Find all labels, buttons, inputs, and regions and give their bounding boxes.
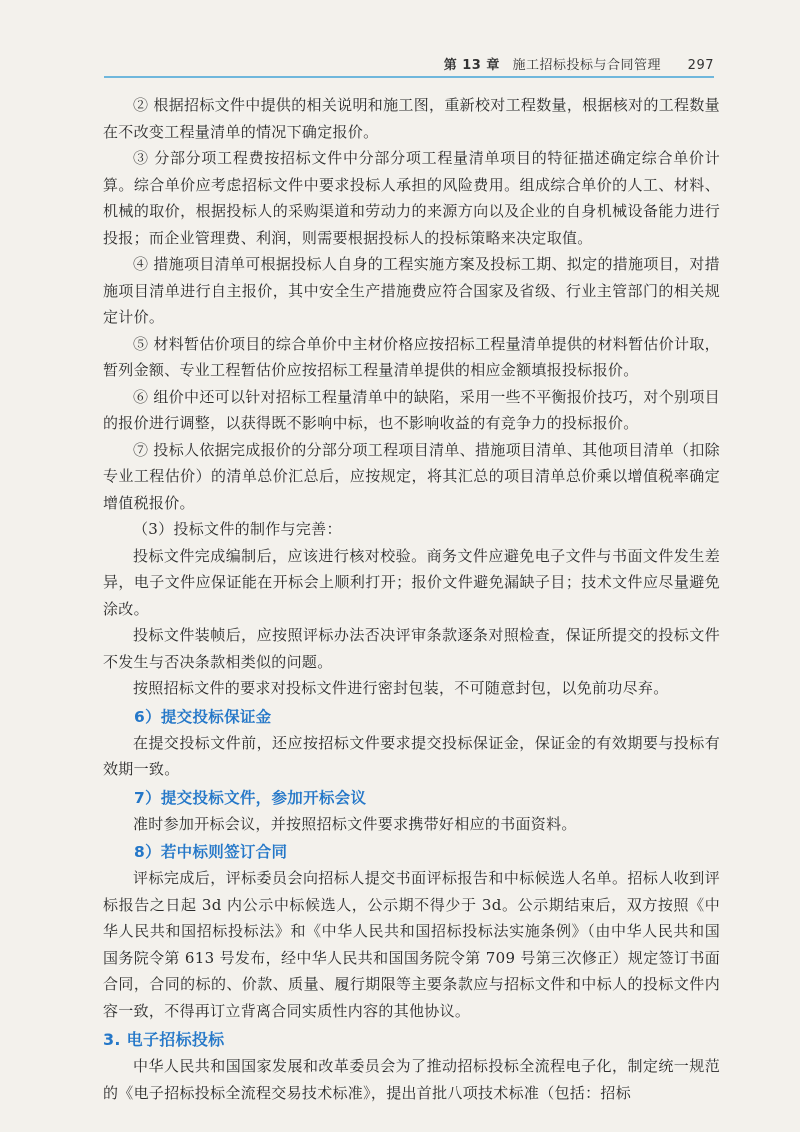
paragraph: ⑥ 组价中还可以针对招标工程量清单中的缺陷，采用一些不平衡报价技巧，对个别项目的报价进行调整，以获得既不影响中标，也不影响收益的有竞争力的投标报价。 [103,387,720,432]
paragraph: 准时参加开标会议，并按照招标文件要求携带好相应的书面资料。 [133,814,577,833]
running-header [104,44,714,78]
paragraph: 评标完成后，评标委员会向招标人提交书面评标报告和中标候选人名单。招标人收到评标报告之日起 3d 内公示中标候选人，公示期不得少于 3d。公示期结束后，双方按照《中华人民共和国招标投标法》和《中华人民共和国招标投标法实施条例》（由中华人民共和国国务院令第 613 号发布，经中华人民共和国国务院令第 709 号第三次修正）规定签订书面合同，合同的标的、价款、质量、履行期限等主要条款应与招标文件和中标人的投标文件内容一致，不得再订立背离合同实质性内容的其他协议。 [103,869,720,1020]
paragraph: ⑤ 材料暂估价项目的综合单价中主材价格应按招标工程量清单提供的材料暂估价计取，暂列金额、专业工程暂估价应按招标工程量清单提供的相应金额填报投标报价。 [103,334,720,379]
paragraph: ⑦ 投标人依据完成报价的分部分项工程项目清单、措施项目清单、其他项目清单（扣除专业工程估价）的清单总价汇总后，应按规定，将其汇总的项目清单总价乘以增值税率确定增值税报价。 [103,440,720,512]
paragraph: 中华人民共和国国家发展和改革委员会为了推动招标投标全流程电子化，制定统一规范的《电子招标投标全流程交易技术标准》，提出首批八项技术标准（包括：招标 [103,1057,720,1102]
paragraph: 在提交投标文件前，还应按招标文件要求提交投标保证金，保证金的有效期要与投标有效期一致。 [103,733,720,778]
section-heading-8: 8）若中标则签订合同 [134,843,288,861]
paragraph: 投标文件装帧后，应按照评标办法否决评审条款逐条对照检查，保证所提交的投标文件不发生与否决条款相类似的问题。 [103,626,720,671]
paragraph: ③ 分部分项工程费按招标文件中分部分项工程量清单项目的特征描述确定综合单价计算。综合单价应考虑招标文件中要求投标人承担的风险费用。组成综合单价的人工、材料、机械的取价，根据投标人的采购渠道和劳动力的来源方向以及企业的自身机械设备能力进行投报；而企业管理费、利润，则需要根据投标人的投标策略来决定取值。 [103,149,720,247]
section-heading-3: 3. 电子招标投标 [103,1030,225,1049]
chapter-title: 施工招标投标与合同管理 [512,58,662,73]
section-heading-6: 6）提交投标保证金 [134,707,272,726]
page-body [103,92,720,1106]
header-text [444,54,714,73]
chapter-number: 第 13 章 [443,58,500,73]
paragraph: ② 根据招标文件中提供的相关说明和施工图，重新校对工程数量，根据核对的工程数量在不改变工程量清单的情况下确定报价。 [103,96,720,141]
paragraph: ④ 措施项目清单可根据投标人自身的工程实施方案及投标工期、拟定的措施项目，对措施项目清单进行自主报价，其中安全生产措施费应符合国家及省级、行业主管部门的相关规定计价。 [103,255,720,326]
page-number: 297 [687,58,714,73]
header-divider [104,76,714,78]
section-heading-7: 7）提交投标文件，参加开标会议 [134,788,367,807]
paragraph: 按照招标文件的要求对投标文件进行密封包装，不可随意封包，以免前功尽弃。 [133,679,669,697]
paragraph: 投标文件完成编制后，应该进行核对校验。商务文件应避免电子文件与书面文件发生差异，电子文件应保证能在开标会上顺利打开；报价文件避免漏缺子目；技术文件应尽量避免涂改。 [103,546,720,618]
subsection-heading: （3）投标文件的制作与完善： [133,520,342,538]
